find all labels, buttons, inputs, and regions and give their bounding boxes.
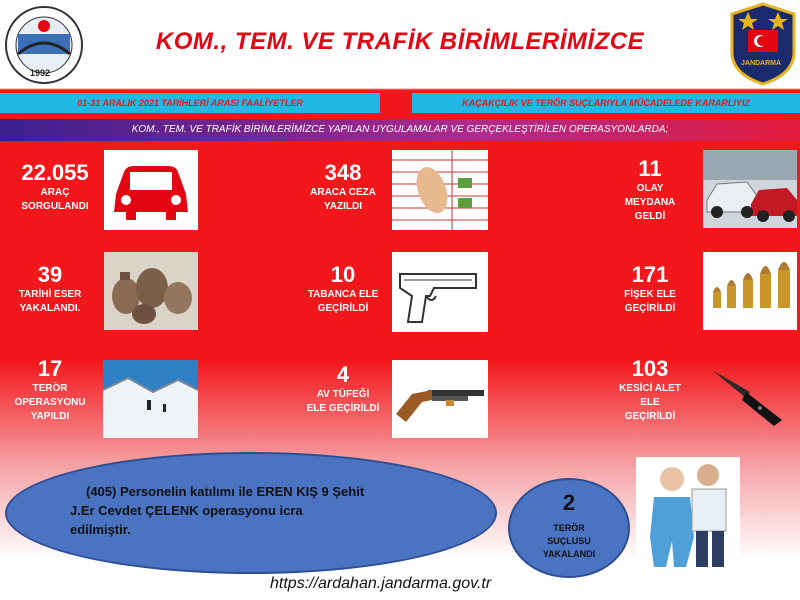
stat-label: GEÇİRİLDİ [624,303,676,314]
shotgun-icon [392,360,488,438]
operation-line: J.Er Cevdet ÇELENK operasyonu icra [70,503,303,518]
bullets-icon [703,252,797,330]
stat-incidents [605,156,695,224]
arrest-label: TERÖR [553,523,585,533]
stat-label: ELE GEÇİRİLDİ [306,403,380,414]
pistol-icon [392,252,488,332]
stat-label: GEÇİRİLDİ [317,303,369,314]
stat-label: YAPILDI [30,411,70,422]
stat-label: MEYDANA [624,197,676,208]
car-icon [104,150,198,230]
stat-label: YAKALANDI. [19,303,81,314]
stat-shotguns [293,362,393,416]
stat-label: YAZILDI [324,201,362,212]
stat-label: TABANCA ELE [307,289,379,300]
arrest-icon [636,457,740,569]
jandarma-logo [728,2,798,86]
stat-vehicles-queried [10,160,100,214]
stat-number: 11 [638,156,662,181]
snow-operation-icon [103,360,198,438]
operation-line: (405) Personelin katılımı ile EREN KIŞ 9 Şehit [86,484,365,499]
stat-label: ELE [640,397,660,408]
governorship-logo [4,4,84,86]
artifact-icon [104,252,198,330]
stat-label: SORGULANDI [21,201,89,212]
motto-banner: KAÇAKÇILIK VE TERÖR SUÇLARIYLA MÜCADELEDE KARARLIYIZ [412,93,800,113]
stat-label: OPERASYONU [14,397,86,408]
stat-number: 10 [330,262,356,287]
stat-number: 17 [37,356,63,381]
stat-number: 103 [631,356,669,381]
stat-number: 171 [631,262,669,287]
stat-historical-artifacts [5,262,95,316]
stat-label: AV TÜFEĞİ [316,389,370,400]
arrest-label: YAKALANDI [542,549,596,559]
stat-number: 4 [336,362,350,387]
ticket-icon [392,150,488,230]
stat-number: 348 [324,160,362,185]
stat-label: FİŞEK ELE [624,289,676,300]
stat-label: ARAÇ [40,187,70,198]
stat-label: TARİHİ ESER [18,289,82,300]
stat-label: GEÇİRİLDİ [624,411,676,422]
stat-label: TERÖR [32,383,68,394]
page-title: KOM., TEM. VE TRAFİK BİRİMLERİMİZCE [155,28,645,55]
stat-label: KESİCİ ALET [619,383,681,394]
stat-number: 39 [37,262,63,287]
date-range-banner: 01-31 ARALIK 2021 TARİHLERİ ARASI FAALİYETLER [0,93,380,113]
subtitle-banner: KOM., TEM. VE TRAFİK BİRİMLERİMİZCE YAPILAN UYGULAMALAR VE GERÇEKLEŞTİRİLEN OPERASYONLARDA; [0,119,800,141]
operation-line: edilmiştir. [70,522,131,537]
stat-cartridges [605,262,695,316]
stat-fines [298,160,388,214]
operation-info-text [70,482,440,539]
jandarma-logo-text: JANDARMA [741,60,782,67]
stat-label: OLAY [636,183,664,194]
stat-number: 22.055 [21,160,89,185]
arrest-label: SUÇLUSU [547,536,591,546]
accident-icon [703,150,797,228]
arrest-badge [508,478,630,578]
stat-terror-operations [5,356,95,424]
website-link[interactable]: https://ardahan.jandarma.gov.tr [270,575,492,592]
governorship-logo-year: 1992 [30,68,51,78]
stat-cutting-tools [605,356,695,424]
stat-label: GELDİ [634,211,666,222]
stat-pistols [293,262,393,316]
stat-label: ARACA CEZA [310,187,376,198]
arrest-number: 2 [562,490,576,515]
knife-icon [708,362,788,428]
